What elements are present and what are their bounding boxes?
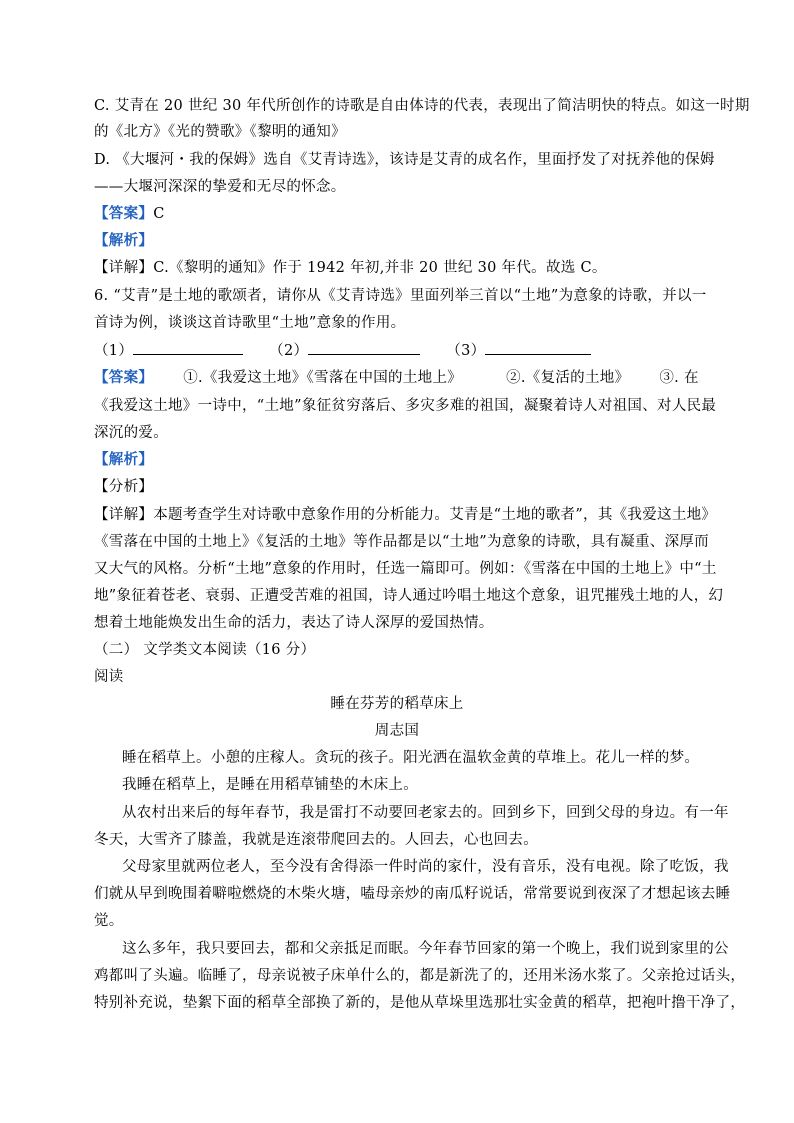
- fenxi-tag: 【分析】: [94, 479, 154, 495]
- q6-answer-part1: ①.《我爱这土地》《雪落在中国的土地上》: [183, 370, 463, 386]
- blank3-label: （3）: [446, 343, 486, 359]
- option-d-line1: D. 《大堰河・我的保姆》选自《艾青诗选》，该诗是艾青的成名作，里面抒发了对抚养他的保姆: [94, 152, 715, 168]
- detail-tag: 【详解】: [94, 260, 154, 276]
- answer-tag: 【答案】: [94, 369, 154, 386]
- paragraph-4-line3: 觉。: [94, 913, 124, 929]
- q6-detail-line4: 地”象征着苍老、衰弱、正遭受苦难的祖国，诗人通过吟唱土地这个意象，诅咒摧残土地的人，幻: [94, 588, 724, 604]
- q6-blanks-line: [94, 340, 591, 361]
- q6-answer-part2: ②.《复活的土地》: [506, 370, 630, 386]
- q5-detail-line: [94, 258, 607, 278]
- article-author: 周志国: [374, 723, 420, 739]
- article-title: 睡在芬芳的稻草床上: [330, 696, 464, 712]
- detail-tag: 【详解】: [94, 507, 154, 523]
- paragraph-5-line2: 鸡都叫了头遍。临睡了，母亲说被子床单什么的，都是新洗了的，还用米汤水浆了。父亲抢过话头，: [94, 968, 746, 984]
- q6-answer-line1: [94, 368, 699, 388]
- q6-analysis-line: [94, 450, 153, 470]
- q6-detail-text1: 本题考查学生对诗歌中意象作用的分析能力。艾青是“土地的歌者”，其《我爱这土地》: [153, 507, 717, 523]
- q6-fenxi-line: [94, 477, 153, 497]
- q6-detail-line1: [94, 505, 716, 525]
- blank1-label: （1）: [94, 343, 134, 359]
- q6-stem-line1: 6. “艾青”是土地的歌颂者，请你从《艾青诗选》里面列举三首以“土地”为意象的诗歌，并以一: [94, 288, 707, 304]
- paragraph-5-line1: 这么多年，我只要回去，都和父亲抵足而眠。今年春节回家的第一个晚上，我们说到家里的公: [122, 941, 729, 957]
- paragraph-1: 睡在稻草上。小憩的庄稼人。贪玩的孩子。阳光洒在温软金黄的草堆上。花儿一样的梦。: [122, 750, 700, 766]
- q5-analysis-line: [94, 231, 153, 251]
- q5-answer-value: C: [153, 206, 165, 222]
- section-heading: （二） 文学类文本阅读（16 分）: [94, 642, 316, 658]
- analysis-tag: 【解析】: [94, 232, 154, 249]
- q6-detail-line5: 想着土地能焕发出生命的活力，表达了诗人深厚的爱国热情。: [94, 615, 494, 631]
- q6-answer-line2: 《我爱这土地》一诗中，“土地”象征贫穷落后、多灾多难的祖国，凝聚着诗人对祖国、对人民最: [94, 398, 717, 414]
- q6-answer-part3: ③. 在: [659, 370, 699, 386]
- q5-answer-line: [94, 204, 165, 224]
- paragraph-4-line1: 父母家里就两位老人，至今没有舍得添一件时尚的家什，没有音乐，没有电视。除了吃饭，我: [122, 859, 729, 875]
- paragraph-3-line2: 冬天，大雪齐了膝盖，我就是连滚带爬回去的。人回去，心也回去。: [94, 832, 538, 848]
- blank3-line: [485, 340, 591, 355]
- blank2-label: （2）: [269, 343, 309, 359]
- answer-tag: 【答案】: [94, 205, 154, 222]
- paragraph-5-line3: 特别补充说，垫絮下面的稻草全部换了新的，是他从草垛里选那壮实金黄的稻草，把袍叶撸干净了，: [94, 995, 746, 1011]
- read-label: 阅读: [94, 669, 124, 685]
- option-d-line2: ——大堰河深深的挚爱和无尽的怀念。: [94, 179, 346, 195]
- analysis-tag: 【解析】: [94, 451, 154, 468]
- paragraph-2: 我睡在稻草上，是睡在用稻草铺垫的木床上。: [122, 777, 418, 793]
- q5-detail-text: C.《黎明的通知》作于 1942 年初,并非 20 世纪 30 年代。故选 C。: [153, 260, 607, 276]
- paragraph-3-line1: 从农村出来后的每年春节，我是雷打不动要回老家去的。回到乡下，回到父母的身边。有一年: [122, 805, 729, 821]
- option-c-line2: 的《北方》《光的赞歌》《黎明的通知》: [94, 124, 346, 140]
- blank2-line: [308, 340, 420, 355]
- q6-detail-line2: 《雪落在中国的土地上》《复活的土地》等作品都是以“土地”为意象的诗歌，具有凝重、深厚而: [94, 534, 709, 550]
- paragraph-4-line2: 们就从早到晚围着噼啦燃烧的木柴火塘，嗑母亲炒的南瓜籽说话，常常要说到夜深了才想起该去睡: [94, 886, 731, 902]
- option-c-line1: C. 艾青在 20 世纪 30 年代所创作的诗歌是自由体诗的代表，表现出了简洁明快的特点。如这一时期: [94, 98, 750, 114]
- q6-answer-line3: 深沉的爱。: [94, 425, 168, 441]
- q6-detail-line3: 又大气的风格。分析“土地”意象的作用时，任选一篇即可。例如：《雪落在中国的土地上》中“土: [94, 561, 717, 577]
- q6-stem-line2: 首诗为例，谈谈这首诗歌里“土地”意象的作用。: [94, 315, 406, 331]
- blank1-line: [133, 340, 243, 355]
